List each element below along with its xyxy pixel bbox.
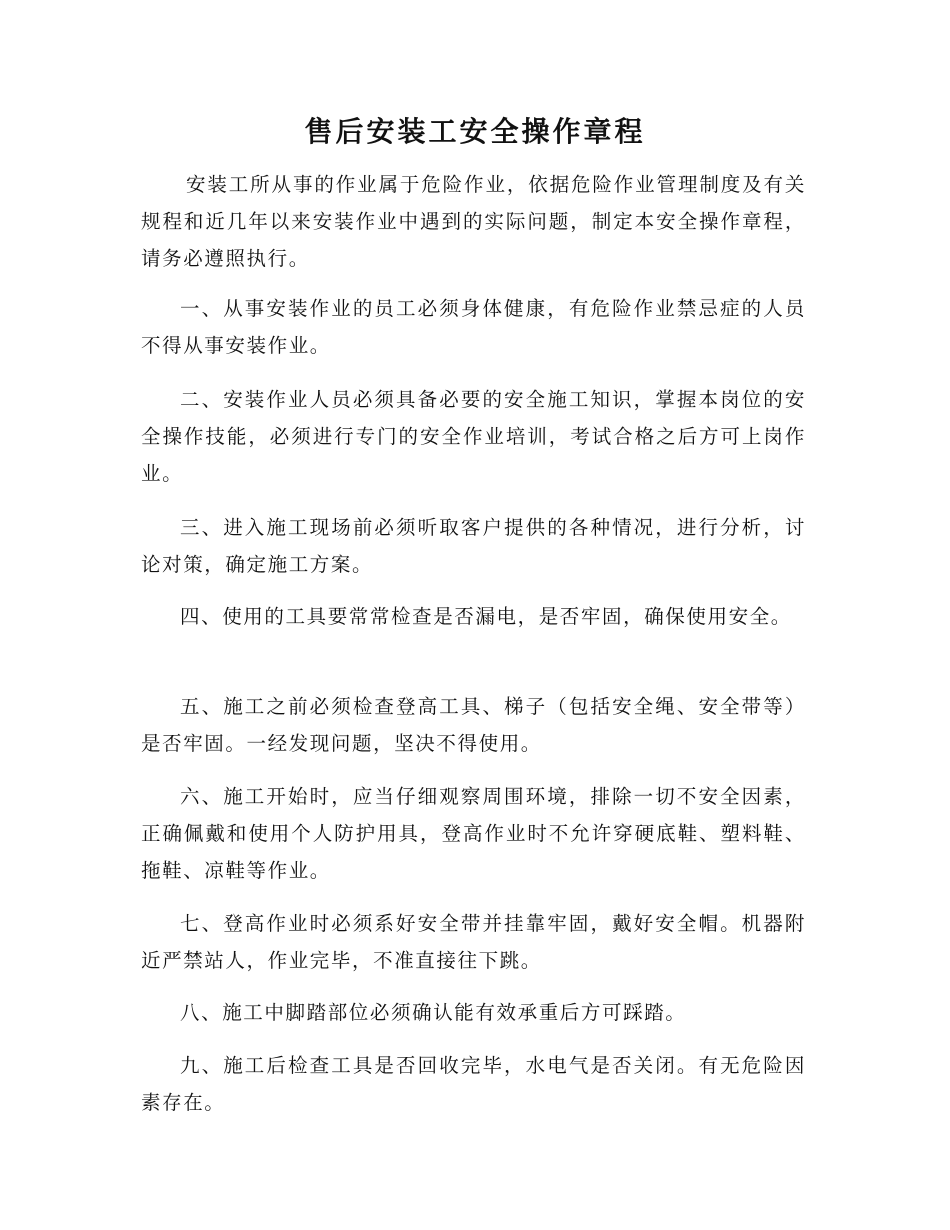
rule-3: 三、进入施工现场前必须听取客户提供的各种情况，进行分析，讨论对策，确定施工方案。 xyxy=(141,516,806,576)
document-title: 售后安装工安全操作章程 xyxy=(304,115,646,148)
intro-paragraph: 安装工所从事的作业属于危险作业，依据危险作业管理制度及有关规程和近几年以来安装作业中遇到的实际问题，制定本安全操作章程，请务必遵照执行。 xyxy=(141,173,806,270)
rule-1: 一、从事安装作业的员工必须身体健康，有危险作业禁忌症的人员不得从事安装作业。 xyxy=(141,297,806,357)
rule-2: 二、安装作业人员必须具备必要的安全施工知识，掌握本岗位的安全操作技能，必须进行专门的安全作业培训，考试合格之后方可上岗作业。 xyxy=(141,388,806,485)
rule-7: 七、登高作业时必须系好安全带并挂靠牢固，戴好安全帽。机器附近严禁站人，作业完毕，不准直接往下跳。 xyxy=(141,912,806,972)
rule-6: 六、施工开始时，应当仔细观察周围环境，排除一切不安全因素，正确佩戴和使用个人防护用具，登高作业时不允许穿硬底鞋、塑料鞋、拖鞋、凉鞋等作业。 xyxy=(141,785,806,882)
rule-9: 九、施工后检查工具是否回收完毕，水电气是否关闭。有无危险因素存在。 xyxy=(141,1054,806,1114)
rule-8: 八、施工中脚踏部位必须确认能有效承重后方可踩踏。 xyxy=(180,1001,687,1024)
rule-5: 五、施工之前必须检查登高工具、梯子（包括安全绳、安全带等）是否牢固。一经发现问题，坚决不得使用。 xyxy=(141,695,806,755)
rule-4: 四、使用的工具要常常检查是否漏电，是否牢固，确保使用安全。 xyxy=(180,605,792,628)
